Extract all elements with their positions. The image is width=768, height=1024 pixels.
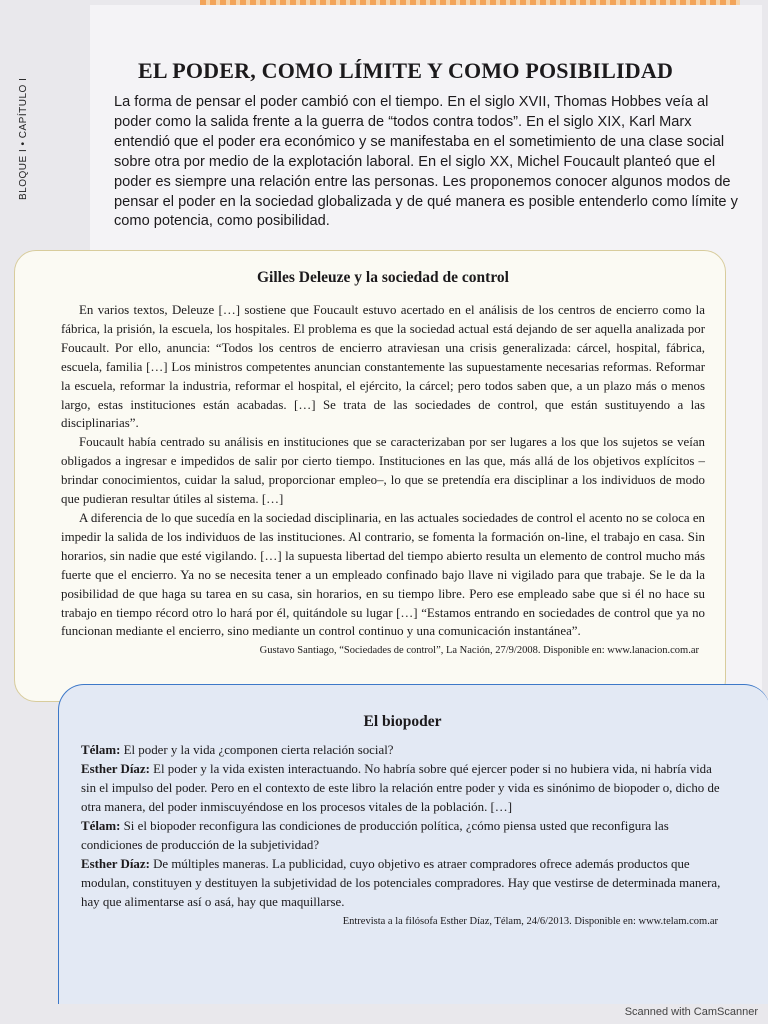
interview-turn	[81, 855, 724, 912]
deleuze-paragraph-1: En varios textos, Deleuze […] sostiene que Foucault estuvo acertado en el análisis de los centros de encierro como la fábrica, la prisión, la escuela, los hospitales. El problema es que la sociedad actual está dejando de ser aquella analizada por Foucault. Por ello, anuncia: “Todos los centros de encierro atraviesan una crisis generalizada: cárcel, hospital, fábrica, escuela, familia […] Los ministros competentes anuncian constantemente las supuestamente necesarias reformas. Reformar la escuela, reformar la industria, reformar el hospital, el ejército, la cárcel; pero todos saben que, a un plazo más o menos largo, estas instituciones están acabadas. […] Se trata de las sociedades de control, que están sustituyendo a las disciplinarias”.	[61, 303, 705, 431]
interview-text: El poder y la vida ¿componen cierta relación social?	[123, 743, 394, 757]
deleuze-paragraph-3: A diferencia de lo que sucedía en la sociedad disciplinaria, en las actuales sociedades de control el acento no se coloca en impedir la salida de los individuos de las instituciones. Al contrario, se fomenta la formación on-line, el trabajo en casa. Sin horarios, sin nadie que esté vigilando. […] la supuesta libertad del tiempo abierto resulta un elemento de control mucho más fuerte que el encierro. Ya no se necesita tener a un empleado confinado bajo llave ni vigilado para que trabaje. Se le da la posibilidad de que haga su tarea en su casa, sin horarios, en su tiempo libre. Pero ese empleado sabe que si él no hace su trabajo en tiempo récord otro lo hará por él, quitándole su lugar […] “Estamos entrando en sociedades de control que ya no funcionan mediante el encierro, sino mediante un control continuo y una comunicación instantánea”.	[61, 510, 705, 639]
biopoder-source-citation: Entrevista a la filósofa Esther Díaz, Télam, 24/6/2013. Disponible en: www.telam.com.ar	[342, 916, 718, 927]
interview-speaker: Télam:	[81, 743, 121, 757]
deleuze-source-citation: Gustavo Santiago, “Sociedades de control”, La Nación, 27/9/2008. Disponible en: www.lanacion.com.ar	[259, 645, 699, 657]
deleuze-quote-box	[14, 250, 726, 702]
biopoder-interview-box	[58, 684, 768, 1004]
intro-paragraph: La forma de pensar el poder cambió con el tiempo. En el siglo XVII, Thomas Hobbes veía al poder como la salida frente a la guerra de “todos contra todos”. En el siglo XIX, Karl Marx entendió que el poder era económico y se manifestaba en el sometimiento de una clase social sobre otra por medio de la explotación laboral. En el siglo XX, Michel Foucault planteó que el poder es siempre una relación entre las personas. Les proponemos conocer algunos modos de pensar el poder en la sociedad globalizada y de qué manera es posible entenderlo como límite y como potencia, como posibilidad.	[114, 94, 738, 230]
interview-speaker: Esther Díaz:	[81, 762, 150, 776]
interview-speaker: Esther Díaz:	[81, 857, 150, 871]
interview-turn	[81, 760, 724, 817]
interview-speaker: Télam:	[81, 819, 121, 833]
scanner-watermark: Scanned with CamScanner	[624, 1006, 758, 1018]
deleuze-paragraph-2: Foucault había centrado su análisis en instituciones que se caracterizaban por ser lugares a los que los sujetos se veían obligados a ingresar e impedidos de salir por cierto tiempo. Instituciones en las que, más allá de los objetivos explícitos –brindar conocimientos, cuidar la salud, proporcionar empleo–, lo que se pretendía era disciplinar a los individuos de modo que pudieran resultar útiles al sistema. […]	[61, 435, 705, 507]
interview-text: El poder y la vida existen interactuando. No habría sobre qué ejercer poder si no hubiera vida, ni habría vida sin el impulso del poder. Pero en el contexto de este libro la relación entre poder y vida es sinónimo de biopoder o, dicho de otra manera, del poder inmiscuyéndose en los procesos vitales de la población. […]	[81, 762, 720, 814]
page-title: EL PODER, COMO LÍMITE Y COMO POSIBILIDAD	[138, 58, 674, 83]
deleuze-box-title: Gilles Deleuze y la sociedad de control	[257, 269, 509, 286]
interview-text: Si el biopoder reconfigura las condiciones de producción política, ¿cómo piensa usted que reconfigura las condiciones de producción de la subjetividad?	[81, 819, 669, 852]
interview-text: De múltiples maneras. La publicidad, cuyo objetivo es atraer compradores ofrece además productos que modulan, constituyen y destituyen la subjetividad de los potenciales compradores. Hay que vestirse de determinada manera, hay que alimentarse así o asá, hay que maquillarse.	[81, 857, 721, 909]
chapter-side-label: BLOQUE I • CAPÍTULO I	[18, 77, 29, 200]
interview-turn	[81, 817, 724, 855]
interview-turn	[81, 741, 724, 760]
biopoder-box-title: El biopoder	[363, 713, 442, 730]
